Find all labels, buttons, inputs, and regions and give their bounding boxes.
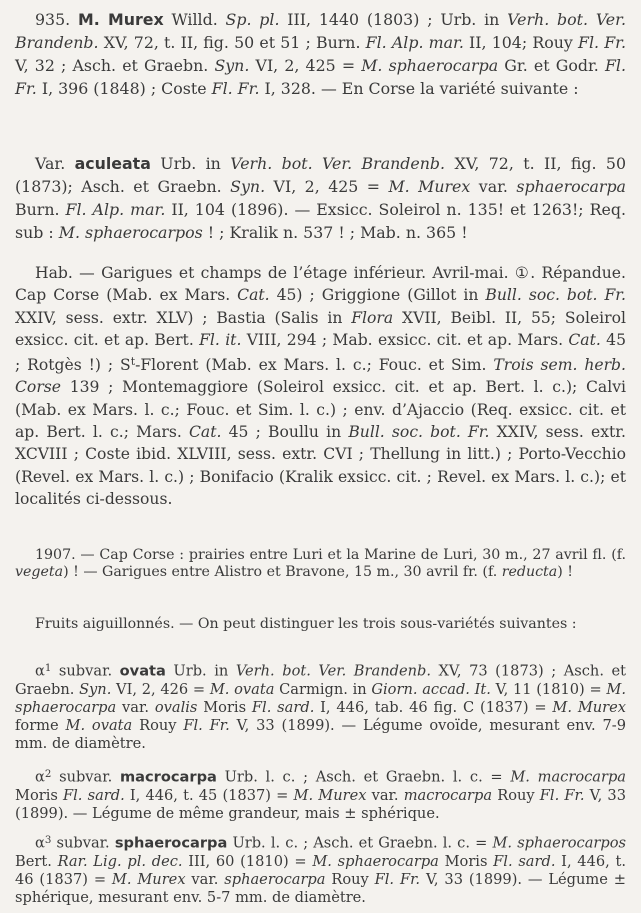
text: forme xyxy=(15,717,66,735)
synonym: M. ovata xyxy=(65,717,133,735)
text: Urb. in xyxy=(165,662,236,680)
superscript: 2 xyxy=(44,769,52,780)
citation: Cat. xyxy=(189,422,222,441)
synonym: sphaerocarpa xyxy=(516,177,626,196)
text: 45 ; Rotgès !) ; S xyxy=(15,330,626,375)
text: 139 ; Montemaggiore (Soleirol exsicc. cit. et ap. Bert. l. c.); Calvi (Mab. ex Mars. l. c.; Fouc. et Sim. l. c.) ; env. d’Ajaccio (Req. exsicc. cit. et ap. Bert. l. c.; Mars. xyxy=(15,378,626,441)
subvariety-name: ovata xyxy=(119,662,166,680)
text: Gr. et Godr. xyxy=(498,56,605,75)
text: subvar. xyxy=(51,768,120,786)
superscript: 3 xyxy=(44,835,52,846)
text: subvar. xyxy=(51,834,115,852)
text: Willd. xyxy=(163,10,226,29)
citation: Syn. xyxy=(214,56,250,75)
citation: Fl. Fr. xyxy=(374,871,421,888)
synonym: M. sphaerocarpos xyxy=(58,223,203,242)
text: III, 60 (1810) = xyxy=(182,852,313,870)
synonym: macrocarpa xyxy=(403,786,493,804)
subvariety-sphaerocarpa xyxy=(15,832,626,907)
habitat-paragraph xyxy=(15,262,626,510)
text: Carmign. in xyxy=(274,680,372,698)
text: V, 33 (1899). — Légume ovoïde, mesurant env. 7-9 mm. de diamètre. xyxy=(15,717,627,753)
citation: Syn. xyxy=(79,680,112,698)
citation: Cat. xyxy=(237,286,270,305)
citation: Fl. sard. xyxy=(63,786,125,804)
citation: Verh. bot. Ver. Brandenb. xyxy=(235,662,431,680)
text: XV, 72, t. II, fig. 50 et 51 ; Burn. xyxy=(98,33,366,52)
alpha-symbol: α xyxy=(35,768,45,786)
text: ) ! — Garigues entre Alistro et Bravone, 15 m., 30 avril fr. (f. xyxy=(63,563,502,580)
synonym: M. sphaerocarpa xyxy=(15,680,626,716)
text: var. xyxy=(470,177,517,196)
text: I, 446, t. 46 (1837) = xyxy=(15,852,627,888)
field-notes-1907 xyxy=(15,547,626,613)
text: V, 11 (1810) = xyxy=(490,680,607,698)
text: VI, 2, 425 = xyxy=(249,56,362,75)
text: subvar. xyxy=(51,662,120,680)
synonym: M. Murex xyxy=(552,699,627,716)
text: VI, 2, 425 = xyxy=(265,177,389,196)
text: XV, 73 (1873) ; Asch. et Graebn. xyxy=(15,662,627,698)
citation: Fl. it. xyxy=(199,330,242,349)
text: VI, 2, 426 = xyxy=(111,680,210,698)
citation: Fl. Fr. xyxy=(15,56,626,98)
text: Var. xyxy=(35,154,75,173)
subvariety-ovata xyxy=(15,660,626,754)
citation: Fl. Fr. xyxy=(578,33,627,52)
citation: Verh. bot. Ver. Brandenb. xyxy=(230,154,446,173)
entry-number: 935. xyxy=(35,10,78,29)
text: III, 1440 (1803) ; Urb. in xyxy=(279,10,508,29)
text: var. xyxy=(185,871,225,888)
text: I, 396 (1848) ; Coste xyxy=(36,79,212,98)
citation: Bull. soc. bot. Fr. xyxy=(348,422,490,441)
citation: Rar. Lig. pl. dec. xyxy=(57,852,183,870)
text: I, 446, t. 45 (1837) = xyxy=(124,786,294,804)
citation: Verh. bot. Ver. Brandenb. xyxy=(15,10,626,52)
text: I, 328. — En Corse la variété suivante : xyxy=(259,79,579,98)
text: XVII, Beibl. II, 55; Soleirol exsicc. cit. et ap. Bert. xyxy=(15,308,626,349)
text: Rouy xyxy=(492,786,540,804)
text: Moris xyxy=(15,786,64,804)
text: Urb. in xyxy=(150,154,231,173)
text: Bert. xyxy=(15,852,58,870)
text: 45) ; Griggione (Gillot in xyxy=(269,286,486,305)
subvariety-macrocarpa xyxy=(15,766,626,823)
subvariety-name: macrocarpa xyxy=(119,768,217,786)
subvariety-name: sphaerocarpa xyxy=(114,834,228,852)
synonym: M. Murex xyxy=(293,786,367,804)
text: XV, 72, t. II, fig. 50 (1873); Asch. et Graebn. xyxy=(15,154,627,196)
text: V, 33 (1899). — Légume ± sphérique, mesurant env. 5-7 mm. de diamètre. xyxy=(15,871,626,907)
citation: Syn. xyxy=(230,177,266,196)
synonym: M. Murex xyxy=(111,871,186,888)
alpha-symbol: α xyxy=(35,662,45,680)
text: Moris xyxy=(438,852,494,870)
text: 1907. — Cap Corse : prairies entre Luri et la Marine de Luri, 30 m., 27 avril fl. (f. xyxy=(35,547,626,563)
text: II, 104 (1896). — Exsicc. Soleirol n. 135! et 1263!; Req. sub : xyxy=(15,200,626,242)
text: var. xyxy=(116,699,155,716)
text: II, 104; Rouy xyxy=(463,33,579,52)
species-name: M. Murex xyxy=(77,10,164,29)
text: ! ; Kralik n. 537 ! ; Mab. n. 365 ! xyxy=(202,223,468,242)
citation: Trois sem. herb. Corse xyxy=(15,356,626,397)
superscript: t xyxy=(130,355,136,369)
citation: Fl. sard. xyxy=(493,852,556,870)
citation: Fl. Fr. xyxy=(183,717,230,735)
citation: Fl. sard. xyxy=(251,699,315,716)
text: Urb. l. c. ; Asch. et Graebn. l. c. = xyxy=(216,768,511,786)
citation: Cat. xyxy=(568,330,601,349)
species-entry-935 xyxy=(15,8,626,100)
citation: Fl. Fr. xyxy=(211,79,260,98)
citation: Fl. Alp. mar. xyxy=(65,200,166,219)
synonym: M. macrocarpa xyxy=(510,768,626,786)
synonym: ovalis xyxy=(154,699,198,716)
text: Moris xyxy=(197,699,252,716)
variety-aculeata xyxy=(15,152,626,244)
text: Urb. l. c. ; Asch. et Graebn. l. c. = xyxy=(227,834,493,852)
text: Hab. — Garigues et champs de l’étage inférieur. Avril-mai. ①. Répandue. Cap Corse (Mab. ex Mars. xyxy=(15,264,626,305)
citation: Bull. soc. bot. Fr. xyxy=(485,286,626,305)
text: var. xyxy=(366,786,404,804)
text: V, 32 ; Asch. et Graebn. xyxy=(15,56,215,75)
citation: Sp. pl. xyxy=(225,10,280,29)
text: I, 446, tab. 46 fig. C (1837) = xyxy=(314,699,553,716)
text: Burn. xyxy=(15,200,66,219)
text: 45 ; Boullu in xyxy=(221,422,349,441)
citation: Giorn. accad. It. xyxy=(371,680,491,698)
variety-name: aculeata xyxy=(74,154,151,173)
synonym: M. Murex xyxy=(388,177,471,196)
form-name: vegeta xyxy=(15,563,64,580)
text: Rouy xyxy=(325,871,375,888)
citation: Flora xyxy=(351,308,394,327)
synonym: M. ovata xyxy=(209,680,275,698)
text: -Florent (Mab. ex Mars. l. c.; Fouc. et Sim. xyxy=(135,356,494,375)
text: Rouy xyxy=(132,717,184,735)
alpha-symbol: α xyxy=(35,834,45,852)
citation: Fl. Alp. mar. xyxy=(365,33,464,52)
synonym: M. sphaerocarpa xyxy=(361,56,499,75)
synonym: M. sphaerocarpos xyxy=(492,834,626,852)
citation: Fl. Fr. xyxy=(539,786,585,804)
text: XXIV, sess. extr. XCVIII ; Coste ibid. XLVIII, sess. extr. CVI ; Thellung in litt.) ; Porto-Vecchio (Revel. ex Mars. l. c.) ; Bonifacio (Kralik exsicc. cit. ; Revel. ex Mars. l. c.); et localités ci-dessous. xyxy=(15,422,627,508)
superscript: 1 xyxy=(44,663,52,674)
text: VIII, 294 ; Mab. exsicc. cit. et ap. Mars. xyxy=(241,330,569,349)
text: XXIV, sess. extr. XLV) ; Bastia (Salis in xyxy=(15,308,352,327)
form-name: reducta xyxy=(501,563,558,580)
text: ) ! xyxy=(557,563,573,580)
synonym: sphaerocarpa xyxy=(224,871,326,888)
synonym: M. sphaerocarpa xyxy=(312,852,439,870)
text: V, 33 (1899). — Légume de même grandeur, mais ± sphérique. xyxy=(15,786,627,822)
subvarieties-intro: Fruits aiguillonnés. — On peut distinguer les trois sous-variétés suivantes : xyxy=(35,616,577,632)
